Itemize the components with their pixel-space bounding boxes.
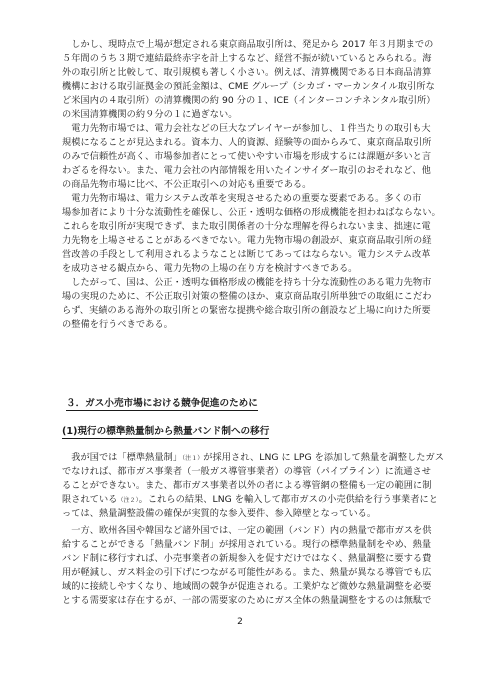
body-text-line: 営改善の手段として利用されるようなことは断じてあってはならない。電力システム改革: [62, 249, 431, 260]
body-text-line: 電力先物市場では、電力会社などの巨大なプレイヤーが参加し、１件当たりの取引も大: [62, 123, 431, 134]
body-text-line: 場参加者により十分な流動性を確保し、公正・透明な価格の形成機能を担わねばならない。: [62, 207, 441, 218]
text-run: 我が国では「標準熱量制」: [62, 452, 183, 463]
body-text-line: 域的に接続しやすくなり、地域間の競争が促進される。工業炉など微妙な熱量調整を必要: [62, 581, 432, 592]
body-text-line: 外の取引所と比較して、取引規模も著しく小さい。例えば、清算機関である日本商品清算: [62, 67, 432, 78]
body-text-line: ５年間のうち３期で連結最終赤字を計上するなど、経営不振が続いているとみられる。海: [62, 53, 432, 64]
body-text-line: [62, 451, 444, 466]
body-text-line: 一方、欧州各国や韓国など諸外国では、一定の範囲（バンド）内の熱量で都市ガスを供: [62, 525, 432, 536]
text-run: 限されている: [62, 494, 118, 505]
body-text-line: 電力先物市場は、電力システム改革を実現させるための重要な要素である。多くの市: [62, 193, 422, 204]
body-text-line: とする需要家は存在するが、一部の需要家のためにガス全体の熱量調整をするのは無駄で: [62, 595, 432, 606]
body-text-line: 機構における取引証拠金の預託金額は、CME グループ（シカゴ・マーカンタイル取引所な: [62, 81, 435, 92]
body-text-line: の商品先物市場に比べ、不公正取引への対応も重要である。: [62, 179, 312, 190]
body-text-line: でなければ、都市ガス事業者（一般ガス導管事業者）の導管（パイプライン）に流通させ: [62, 466, 431, 477]
body-text-line: ることができない。また、都市ガス事業者以外の者による導管網の整備も一定の範囲に制: [62, 480, 432, 491]
body-text-line: 用が軽減し、ガス料金の引下げにつながる可能性がある。また、熱量が異なる導管でも広: [62, 567, 432, 578]
body-text-line: しかし、現時点で上場が想定される東京商品取引所は、発足から 2017 年３月期までの: [62, 39, 434, 50]
body-text-line: らず、実績のある海外の取引所との緊密な提携や総合取引所の創設など上場に向けた所要: [62, 305, 431, 316]
body-text-line: の整備を行うべきである。: [62, 319, 173, 330]
section-heading: ３．ガス小売市場における競争促進のために: [66, 395, 258, 411]
body-text-line: の米国清算機関の約９分の１に過ぎない。: [62, 109, 238, 120]
text-run: 。これらの結果、LNG を輸入して都市ガスの小売供給を行う事業者にと: [138, 494, 438, 505]
body-text-line: ど米国内の４取引所）の清算機関の約 90 分の１、ICE（インターコンチネンタル取引所）: [62, 95, 436, 106]
body-text-line: のみで信頼性が高く、市場参加者にとって使いやすい市場を形成するには課題が多いと言: [62, 151, 432, 162]
body-text-line: 力先物を上場させることがあるべきでない。電力先物市場の創設が、東京商品取引所の経: [62, 235, 432, 246]
footnote-ref: （注１）: [182, 455, 204, 462]
body-text-line: わざるを得ない。また、電力会社の内部情報を用いたインサイダー取引のおそれなど、他: [62, 165, 431, 176]
subsection-heading: (1)現行の標準熱量制から熱量バンド制への移行: [62, 423, 269, 439]
body-text-line: これらを取引所が実現できず、また取引関係者の十分な理解を得られないまま、拙速に電: [62, 221, 431, 232]
body-text-line: 規模になることが見込まれる。資本力、人的資源、経験等の面からみて、東京商品取引所: [62, 137, 432, 148]
text-run: が採用され、LNG に LPG を添加して熱量を調整したガス: [203, 452, 444, 463]
body-text-line: を成功させる観点から、電力先物の上場の在り方を検討すべきである。: [62, 263, 358, 274]
body-text-line: っては、熱量調整設備の確保が実質的な参入要件、参入障壁となっている。: [62, 508, 377, 519]
footnote-ref: （注２）: [117, 497, 139, 504]
body-text-line: [62, 493, 438, 508]
page-number: 2: [237, 617, 243, 627]
body-text-line: バンド制に移行すれば、小売事業者の新規参入を促すだけではなく、熱量調整に要する費: [62, 553, 432, 564]
body-text-line: 場の実現のために、不公正取引対策の整備のほか、東京商品取引所単独での取組にこだわ: [62, 291, 432, 302]
body-text-line: したがって、国は、公正・透明な価格形成の機能を持ち十分な流動性のある電力先物市: [62, 277, 432, 288]
body-text-line: 給することができる「熱量バンド制」が採用されている。現行の標準熱量制をやめ、熱量: [62, 539, 432, 550]
